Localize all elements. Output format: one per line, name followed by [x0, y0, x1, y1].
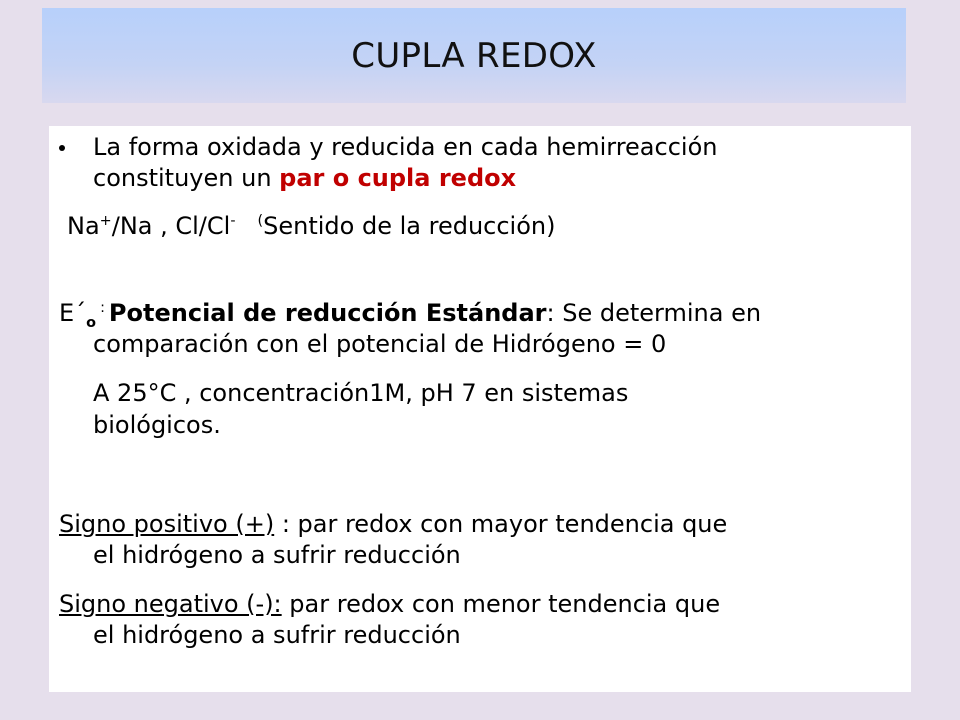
positive-line1 [59, 509, 727, 540]
eo-line4 [93, 410, 221, 441]
eo-line4-text: biológicos. [93, 411, 221, 439]
bullet-dot [59, 145, 65, 151]
bullet1-line1-text: La forma oxidada y reducida en cada hemirreacción [93, 133, 718, 161]
eo-label: Potencial de reducción Estándar [108, 299, 547, 327]
negative-line1 [59, 589, 720, 620]
eo-line1 [59, 298, 761, 329]
slide-title: CUPLA REDOX [351, 35, 597, 76]
paren-open: ( [257, 213, 264, 229]
negative-sign-label: Signo negativo (-): [59, 590, 282, 618]
eo-line3-text: A 25°C , concentración1M, pH 7 en sistemas [93, 379, 629, 407]
na-charge: + [99, 213, 112, 229]
eo-line3 [93, 378, 628, 409]
eo-symbol: E´ [59, 299, 87, 327]
slide-body [49, 126, 911, 692]
bullet1-line1 [93, 132, 717, 163]
reduction-direction-note: Sentido de la reducción) [263, 212, 556, 240]
pairs-text: /Na , Cl/Cl [111, 212, 231, 240]
negative-line2 [93, 620, 461, 651]
positive-sign-label: Signo positivo (+) [59, 510, 275, 538]
eo-line2 [93, 329, 666, 360]
eo-colon: : [100, 300, 105, 316]
positive-line2 [93, 540, 461, 571]
redox-pairs [67, 211, 555, 242]
na-symbol: Na [67, 212, 100, 240]
bullet1-line2 [93, 163, 516, 194]
eo-line2-text: comparación con el potencial de Hidrógeno = 0 [93, 330, 667, 358]
eo-subscript: o [86, 314, 97, 331]
negative-line2-text: el hidrógeno a sufrir reducción [93, 621, 461, 649]
cl-charge: - [230, 213, 236, 229]
bullet1-line2-text: constituyen un [93, 164, 280, 192]
cupla-redox-highlight: par o cupla redox [279, 164, 517, 192]
eo-line1-rest: : Se determina en [546, 299, 762, 327]
positive-line2-text: el hidrógeno a sufrir reducción [93, 541, 461, 569]
negative-line1-rest: par redox con menor tendencia que [281, 590, 721, 618]
positive-line1-rest: : par redox con mayor tendencia que [274, 510, 728, 538]
title-bar [42, 8, 906, 103]
